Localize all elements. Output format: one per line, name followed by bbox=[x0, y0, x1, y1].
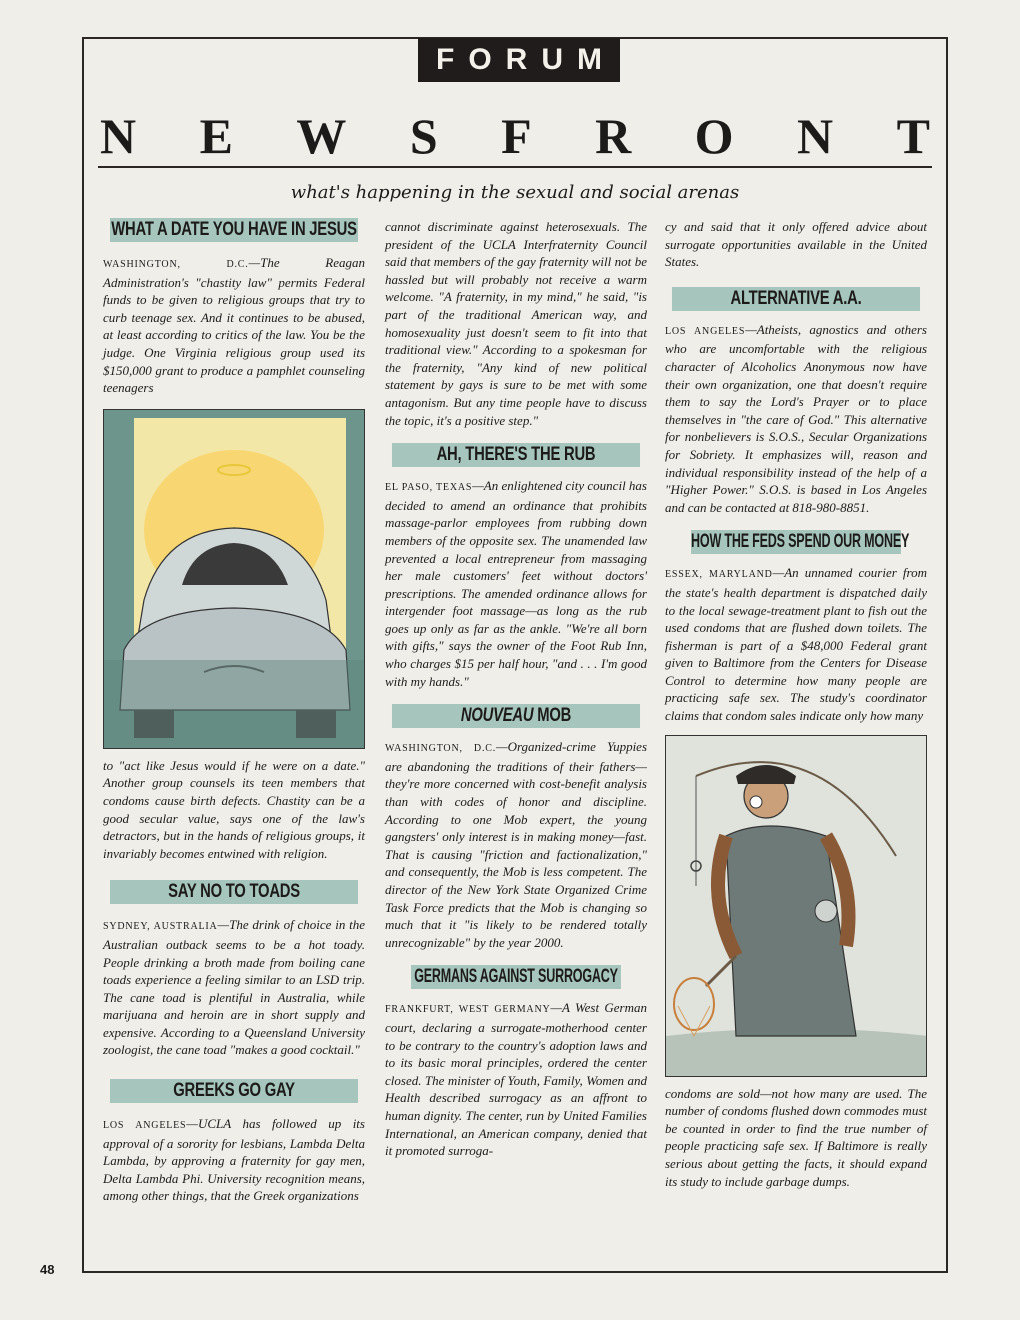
article-greeks-continued: cannot discriminate against heterosexuals. The president of the UCLA Interfraternity Council said that members of the gay fraternity will not be hassled but will probably not receive a warm welcome. "A fraternity, in my mind," he said, "is part of the traditional American way, and homosexuality just doesn't seem to fit into that traditional view." According to a spokesman for the fraternity, "Any kind of new political statement by gays is sure to be met with some antagonism. But any time people have to discuss the topic, it's a positive step." bbox=[385, 219, 647, 428]
article-text: —An enlightened city council has decided to amend an ordinance that prohibits massage-parlor employees from rubbing down members of the opposite sex. The unamended law prevented a local entrepreneur from massaging her male customers' feet without doctors' prescriptions. The amended ordinance allows for intergender foot massage—as long as the rub goes up only as far as the ankle. "We're all born with gifts," says the owner of the Foot Rub Inn, who charges $15 per half hour, "and . . . I'm good with my hands." bbox=[385, 478, 647, 689]
article-jesus-continued: to "act like Jesus would if he were on a date." Another group counsels its teen members that condoms cause birth defects. Chastity can be a good secular value, says one of the law's detractors, but in the hands of religious groups, it invariably becomes entwined with religion. bbox=[103, 757, 365, 861]
section-badge: FORUM bbox=[418, 38, 620, 82]
headline-feds: HOW THE FEDS SPEND OUR MONEY bbox=[691, 531, 910, 553]
masthead-letter: E bbox=[199, 108, 233, 164]
fisherman-illustration bbox=[665, 735, 927, 1077]
article-surrogacy-continued: cy and said that it only offered advice about surrogate opportunities available in the United States. bbox=[665, 219, 927, 270]
article-rub-body bbox=[385, 477, 647, 690]
masthead-letter: N bbox=[797, 108, 834, 164]
headline-mob bbox=[392, 704, 640, 728]
headline-rub: AH, THERE'S THE RUB bbox=[392, 443, 640, 467]
masthead-letter: T bbox=[896, 108, 930, 164]
column-3 bbox=[665, 218, 927, 1190]
article-text: —UCLA has followed up its approval of a sorority for lesbians, Lambda Delta Lambda, by approving a fraternity for gay men, Delta Lambda Phi. University recognition means, among other things, that the Greek organizations bbox=[103, 1116, 365, 1204]
dateline: WASHINGTON, D.C. bbox=[103, 259, 249, 270]
masthead-rule bbox=[98, 166, 932, 168]
headline-aa: ALTERNATIVE A.A. bbox=[672, 287, 920, 311]
headline-surrogacy: GERMANS AGAINST SURROGACY bbox=[411, 965, 621, 989]
article-mob-body bbox=[385, 738, 647, 951]
article-text: —Atheists, agnostics and others who are uncomfortable with the religious character of Alcoholics Anonymous now have their own organization, one that doesn't require them to say the Lord's Prayer or to place themselves in "the care of God." This alternative for nonbelievers is S.O.S., Secular Organizations for Sobriety. It emphasizes will, reason and individual responsibility instead of the help of a "Higher Power." S.O.S. is based in Los Angeles and can be contacted at 818-980-8851. bbox=[665, 321, 927, 515]
headline-toads: SAY NO TO TOADS bbox=[110, 880, 358, 904]
headline-jesus: WHAT A DATE YOU HAVE IN JESUS bbox=[111, 219, 357, 240]
page-number: 48 bbox=[40, 1262, 55, 1277]
article-text: —The Reagan Administration's "chastity law" permits Federal funds to be given to religious groups that try to curb teenage sex. And it continues to be abused, at least according to critics of the law. You be the judge. One Virginia religious group used its $150,000 grant to produce a pamphlet counseling teenagers bbox=[103, 255, 365, 396]
column-2 bbox=[385, 218, 647, 1160]
masthead bbox=[100, 110, 930, 162]
dateline: EL PASO, TEXAS bbox=[385, 482, 473, 494]
fisherman-with-net-image bbox=[666, 736, 927, 1076]
article-greeks-body bbox=[103, 1115, 365, 1205]
article-text: —The drink of choice in the Australian outback seems to be a hot toady. People drinking a broth made from boiling cane toads experience a feeling similar to an LSD trip. The cane toad is plentiful in Australia, while marijuana and heroin are in short supply and expensive. According to a Queensland University zoologist, the cane toad "makes a good cocktail." bbox=[103, 917, 366, 1058]
masthead-letter: W bbox=[296, 108, 347, 164]
dateline: FRANKFURT, WEST GERMANY bbox=[385, 1004, 551, 1016]
article-feds-continued: condoms are sold—not how many are used. The number of condoms flushed down commodes must be counted in order to find the true number of people practicing safe sex. If Baltimore is really serious about getting the facts, it should expand its study to include garbage dumps. bbox=[665, 1085, 927, 1189]
article-text: —A West German court, declaring a surrogate-motherhood center to be contrary to the country's adoption laws and to its basic moral principles, ordered the center closed. The minister of Youth, Family, Women and Health described surrogacy as an affront to human dignity. The center, run by United Families International, an American company, denied that it promoted surroga- bbox=[385, 1000, 647, 1159]
article-jesus-body bbox=[103, 254, 365, 397]
headline-mob-plain: MOB bbox=[533, 705, 572, 727]
column-1 bbox=[103, 218, 365, 1205]
article-toads-body bbox=[103, 916, 365, 1059]
masthead-letter: R bbox=[595, 108, 632, 164]
dateline: LOS ANGELES bbox=[103, 1120, 187, 1132]
dateline: SYDNEY, AUSTRALIA bbox=[103, 921, 218, 933]
dateline: LOS ANGELES bbox=[665, 325, 746, 337]
headline-mob-italic: NOUVEAU bbox=[460, 705, 534, 727]
dateline: ESSEX, MARYLAND bbox=[665, 569, 773, 581]
article-feds-body bbox=[665, 564, 927, 724]
article-text: —An unnamed courier from the state's health department is dispatched daily to the local sewage-treatment plant to fish out the used condoms that are flushed down toilets. The fisherman is part of a $48,000 Federal grant given to Baltimore from the Centers for Disease Control to determine how many people are practicing safe sex. The study's coordinator claims that condom sales indicate only how many bbox=[665, 565, 927, 724]
masthead-letter: F bbox=[501, 108, 532, 164]
masthead-letter: S bbox=[409, 108, 438, 164]
masthead-letter: N bbox=[100, 108, 137, 164]
article-surrogacy-body bbox=[385, 999, 647, 1159]
tagline: what's happening in the sexual and social arenas bbox=[290, 182, 740, 203]
drive-in-illustration bbox=[103, 409, 365, 749]
headline-greeks: GREEKS GO GAY bbox=[110, 1079, 358, 1103]
drive-in-car-halo-image bbox=[104, 410, 365, 748]
article-text: —Organized-crime Yuppies are abandoning the traditions of their fathers—they're more concerned with cost-benefit analysis than with codes of honor and discipline. According to one Mob expert, the young gangsters' only interest is in making money—fast. That is causing "friction and factionalization," and consequently, the Mob is less competent. The director of the New York State Organized Crime Task Force predicts that the Mob is changing so much that it "is likely to be rendered totally unrecognizable" by the year 2000. bbox=[385, 739, 648, 950]
dateline: WASHINGTON, D.C. bbox=[385, 743, 497, 755]
masthead-letter: O bbox=[694, 108, 734, 164]
article-aa-body bbox=[665, 321, 927, 517]
